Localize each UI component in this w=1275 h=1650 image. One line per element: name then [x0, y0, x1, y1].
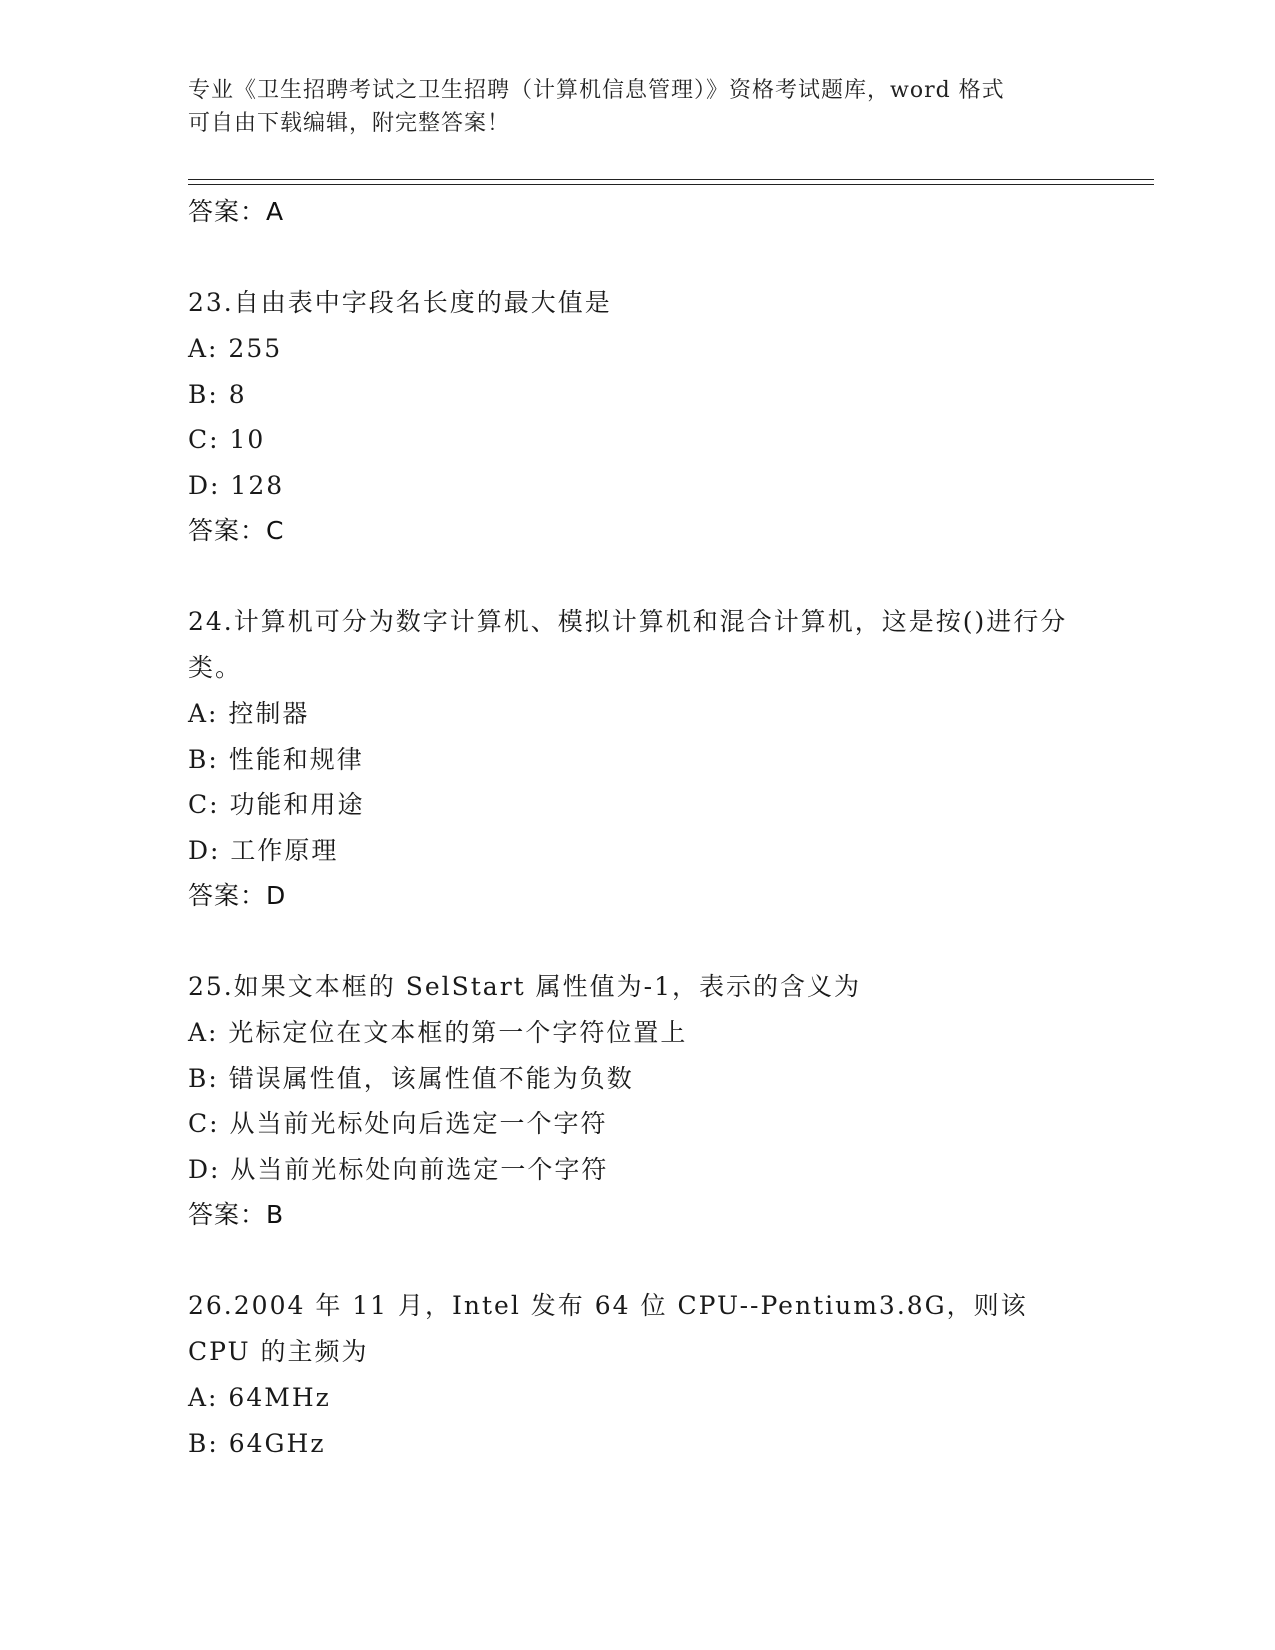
question-text: 25.如果文本框的 SelStart 属性值为-1，表示的含义为	[188, 972, 861, 1001]
question-text: 24.计算机可分为数字计算机、模拟计算机和混合计算机，这是按()进行分类。	[188, 607, 1068, 682]
option-c: C: 功能和用途	[188, 790, 365, 819]
question-block-26	[188, 1283, 1088, 1466]
option-b: B: 性能和规律	[188, 744, 364, 774]
option-a: A: 光标定位在文本框的第一个字符位置上	[188, 1018, 688, 1047]
option-c: C: 10	[188, 425, 266, 454]
option-a: A: 控制器	[188, 699, 310, 728]
spacer	[188, 553, 1088, 599]
question-block-23	[188, 280, 1088, 553]
option-a: A: 255	[188, 334, 283, 363]
header-divider-top	[188, 179, 1154, 180]
answer-line: 答案：A	[188, 197, 285, 226]
document-header	[188, 74, 1068, 140]
option-b: B: 8	[188, 379, 247, 409]
spacer	[188, 918, 1088, 964]
question-text: 23.自由表中字段名长度的最大值是	[188, 288, 612, 317]
answer-line: 答案：C	[188, 516, 285, 545]
header-line-2: 可自由下载编辑，附完整答案！	[188, 111, 511, 136]
question-list	[188, 189, 1088, 1466]
spacer	[188, 234, 1088, 280]
question-block-24	[188, 599, 1088, 918]
option-b: B: 64GHz	[188, 1428, 326, 1458]
option-a: A: 64MHz	[188, 1383, 331, 1412]
option-d: D: 从当前光标处向前选定一个字符	[188, 1154, 609, 1184]
question-block-25	[188, 964, 1088, 1237]
header-divider-bottom	[188, 184, 1154, 185]
answer-line: 答案：D	[188, 881, 287, 910]
option-d: D: 128	[188, 470, 285, 500]
option-c: C: 从当前光标处向后选定一个字符	[188, 1109, 608, 1138]
question-text: 26.2004 年 11 月，Intel 发布 64 位 CPU--Pentium3.8G，则该 CPU 的主频为	[188, 1291, 1028, 1366]
option-b: B: 错误属性值，该属性值不能为负数	[188, 1063, 634, 1093]
answer-line: 答案：B	[188, 1200, 285, 1229]
spacer	[188, 1237, 1088, 1283]
option-d: D: 工作原理	[188, 835, 339, 865]
header-line-1: 专业《卫生招聘考试之卫生招聘（计算机信息管理）》资格考试题库，word 格式	[188, 78, 1005, 103]
